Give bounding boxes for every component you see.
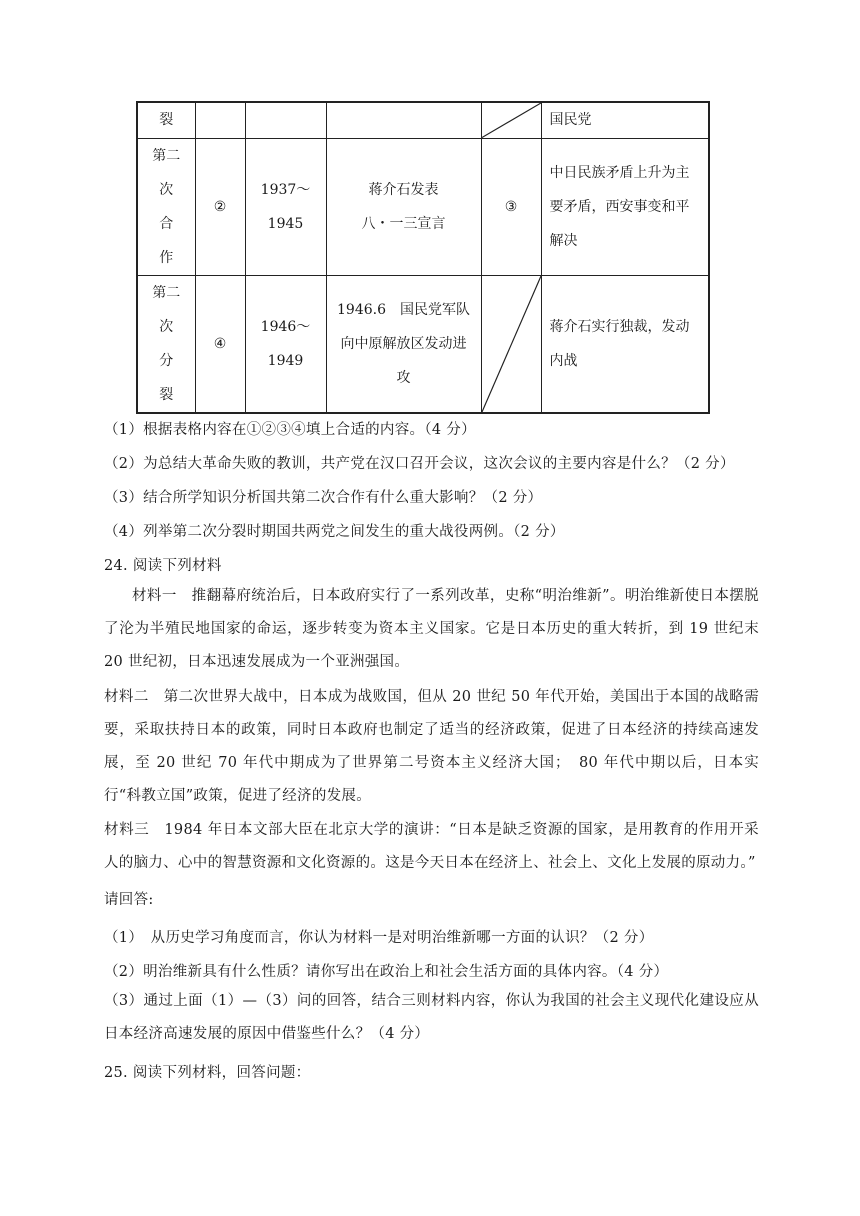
q24-heading: 24. 阅读下列材料 xyxy=(104,558,222,574)
diagonal-line xyxy=(482,103,541,138)
q24-sub2: （2）明治维新具有什么性质？请你写出在政治上和社会生活方面的具体内容。（4 分） xyxy=(104,964,669,980)
years-end: 1945 xyxy=(267,215,304,232)
years-cell xyxy=(245,102,326,138)
stage-cell xyxy=(137,275,195,413)
event-cell: 1946.6 国民党军队向中原解放区发动进攻 xyxy=(326,275,481,413)
blank-cell-4: ④ xyxy=(195,275,245,413)
stage-char: 第二 xyxy=(152,284,181,301)
diagonal-cell xyxy=(481,102,541,138)
q24-sub1: （1） 从历史学习角度而言，你认为材料一是对明治维新哪一方面的认识？（2 分） xyxy=(104,930,654,946)
stage-char: 合 xyxy=(159,215,174,232)
stage-cell xyxy=(137,138,195,275)
stage-char: 次 xyxy=(159,181,174,198)
blank-cell-3: ③ xyxy=(481,138,541,275)
q24-material-2: 材料二 第二次世界大战中，日本成为战败国，但从 20 世纪 50 年代开始，美国出于本国的战略需要，采取扶持日本的政策，同时日本政府也制定了适当的经济政策，促进了日本经济的持续高速发展，至 20 世纪 70 年代中期成为了世界第二号资本主义经济大国； 80 年代中期以后，日本实行“科教立国”政策，促进了经济的发展。 xyxy=(104,689,759,804)
event-cell xyxy=(326,138,481,275)
stage-char: 分 xyxy=(159,352,174,369)
stage-char: 作 xyxy=(159,249,174,266)
note-cell: 中日民族矛盾上升为主要矛盾，西安事变和平解决 xyxy=(541,138,709,275)
event-line: 蒋介石发表 xyxy=(368,181,439,198)
q23-sub3: （3）结合所学知识分析国共第二次合作有什么重大影响？（2 分） xyxy=(104,490,543,506)
q24-prompt: 请回答: xyxy=(104,892,154,908)
years-start: 1937～ xyxy=(260,181,311,198)
q24-sub3: （3）通过上面（1）—（3）问的回答，结合三则材料内容，你认为我国的社会主义现代化建设应从日本经济高速发展的原因中借鉴些什么？（4 分） xyxy=(104,993,759,1042)
event-line: 八・一三宣言 xyxy=(361,215,446,232)
q24-material-1: 材料一 推翻幕府统治后，日本政府实行了一系列改革，史称“明治维新”。明治维新使日本摆脱了沦为半殖民地国家的命运，逐步转变为资本主义国家。它是日本历史的重大转折，到 19 世纪末 20 世纪初，日本迅速发展成为一个亚洲强国。 xyxy=(104,588,759,670)
note-cell: 蒋介石实行独裁，发动内战 xyxy=(541,275,709,413)
q25-heading: 25. 阅读下列材料，回答问题： xyxy=(104,1065,311,1081)
q23-sub2: （2）为总结大革命失败的教训，共产党在汉口召开会议，这次会议的主要内容是什么？（2 分） xyxy=(104,456,735,472)
stage-char: 次 xyxy=(159,318,174,335)
q23-sub1: （1）根据表格内容在①②③④填上合适的内容。（4 分） xyxy=(104,422,476,438)
blank-cell xyxy=(195,102,245,138)
stage-char: 裂 xyxy=(159,386,174,403)
q24-material-3: 材料三 1984 年日本文部大臣在北京大学的演讲：“日本是缺乏资源的国家，是用教育的作用开采人的脑力、心中的智慧资源和文化资源的。这是今天日本在经济上、社会上、文化上发展的原动力。” xyxy=(104,822,759,871)
table-row xyxy=(137,138,709,275)
diagonal-cell xyxy=(481,275,541,413)
table-row xyxy=(137,102,709,138)
years-cell xyxy=(245,138,326,275)
table-row xyxy=(137,275,709,413)
years-cell xyxy=(245,275,326,413)
q23-sub4: （4）列举第二次分裂时期国共两党之间发生的重大战役两例。（2 分） xyxy=(104,524,565,540)
stage-cell: 裂 xyxy=(137,102,195,138)
event-cell xyxy=(326,102,481,138)
party-cell: 国民党 xyxy=(541,102,709,138)
years-end: 1949 xyxy=(267,352,304,369)
years-start: 1946～ xyxy=(260,318,311,335)
diagonal-line xyxy=(482,276,541,412)
history-table xyxy=(136,101,710,414)
blank-cell-2: ② xyxy=(195,138,245,275)
stage-char: 第二 xyxy=(152,147,181,164)
